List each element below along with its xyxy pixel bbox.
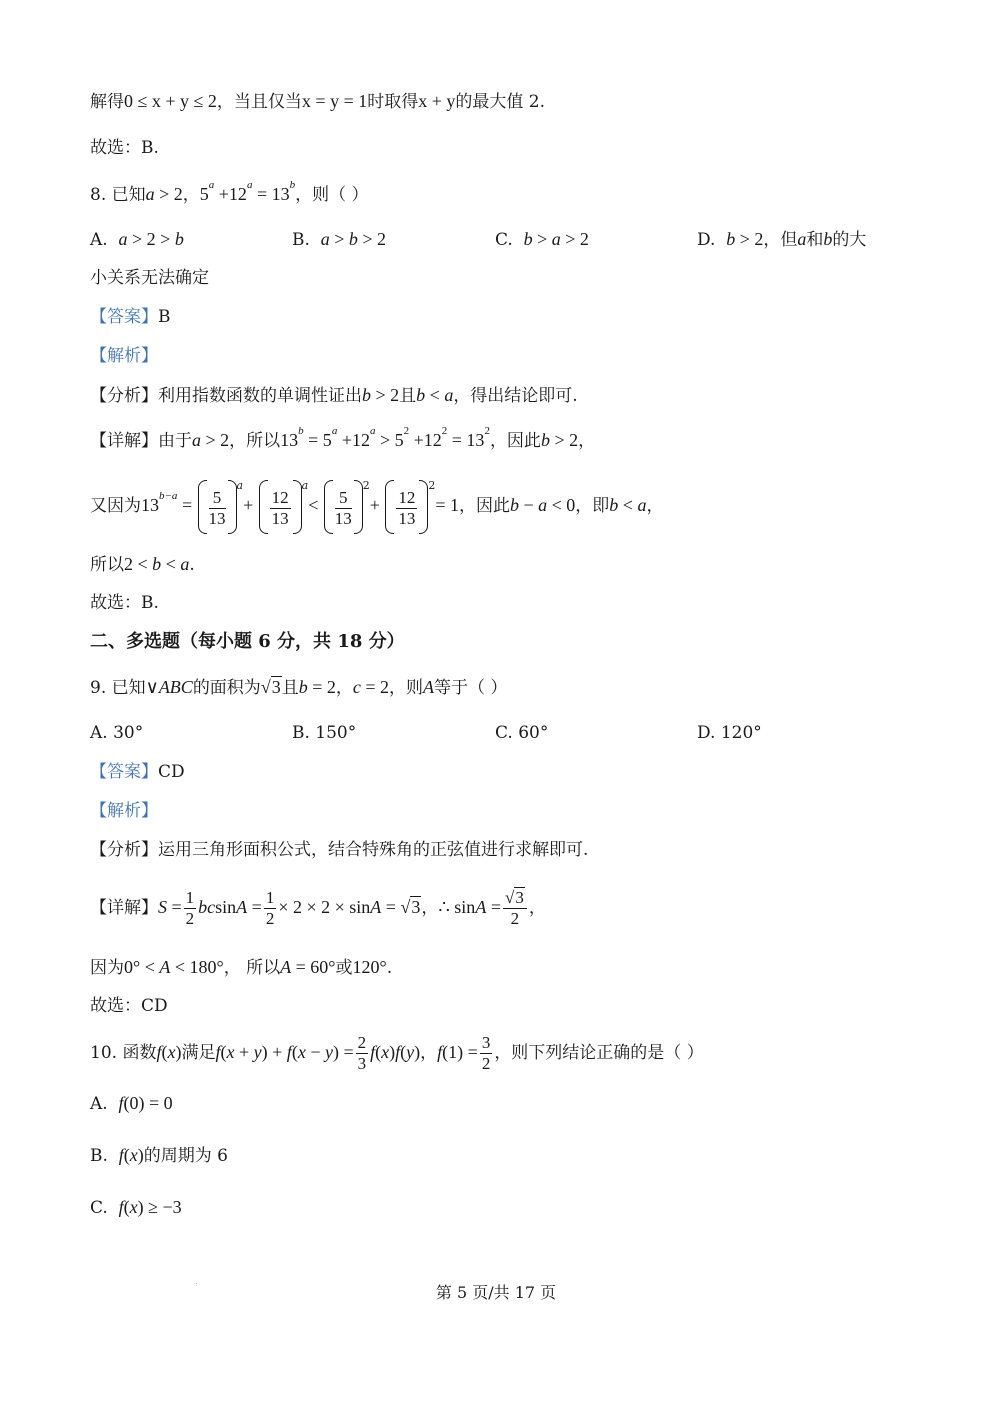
fenxi-tag: 【分析】 bbox=[90, 840, 158, 860]
q8-xiangjie: 【详解】由于a > 2，所以$13^b = 5^a +12^a > 5^2 +12^2 = 13^2$，因此b > 2， bbox=[90, 425, 596, 451]
text: ， bbox=[420, 1043, 438, 1063]
text: . bbox=[386, 958, 393, 978]
label: A. bbox=[90, 1094, 108, 1114]
text: ，则 bbox=[389, 678, 424, 698]
fenxi-tag: 【分析】 bbox=[90, 386, 158, 406]
text: 8. 已知 bbox=[90, 185, 146, 205]
answer-tag: 【答案】 bbox=[90, 762, 158, 782]
text: 利用指数函数的单调性证出 bbox=[158, 386, 362, 406]
math: 0 ≤ x + y ≤ 2 bbox=[124, 91, 217, 111]
q9-guxuan: 故选：CD bbox=[90, 996, 168, 1016]
q9-xiangjie: 【详解】S = $\frac{1}{2}$ bcsinA = $\frac{1}{2}$ × 2 × 2 × sinA = √3，∴ sinA = $\frac{√3}{2}$ ， bbox=[90, 888, 546, 928]
text: 或 bbox=[335, 958, 353, 978]
text: 和 bbox=[806, 230, 824, 250]
section-heading: 二、多选题（每小题 6 分，共 18 分） bbox=[90, 631, 405, 652]
paren: $\frac{12}{13}$ bbox=[385, 480, 428, 534]
paren: $\frac{5}{13}$ bbox=[324, 480, 363, 534]
question-8: 8. 已知a > 2，$5^a +12^a = 13^b$，则（ ） bbox=[90, 179, 369, 205]
label: D. bbox=[697, 230, 716, 250]
q8-option-c: C. b > a > 2 bbox=[495, 229, 589, 250]
text: ，则下列结论正确的是（ ） bbox=[494, 1043, 704, 1063]
q9-jiexi bbox=[90, 799, 158, 823]
text: 的大 bbox=[832, 230, 867, 250]
text: ，因此 bbox=[458, 496, 510, 516]
text: 所以 bbox=[90, 555, 124, 575]
label: B. bbox=[292, 230, 310, 250]
math: x + y bbox=[418, 91, 456, 111]
text: ， bbox=[335, 678, 353, 698]
text: ， bbox=[528, 898, 546, 918]
text: ，即 bbox=[575, 496, 610, 516]
text: 时取得 bbox=[367, 92, 419, 112]
q10-option-c: C. f(x) ≥ −3 bbox=[90, 1197, 182, 1218]
q8-suoyi: 所以2 < b < a. bbox=[90, 554, 195, 575]
q9-option-b: B. 150° bbox=[292, 723, 357, 743]
question-10: 10. 函数f(x)满足f(x + y) + f(x − y) = $\frac{2}{3}$ f(x)f(y)，f(1) = $\frac{3}{2}$ ，则下列结论正确的是（ ） bbox=[90, 1033, 704, 1073]
text: 由于 bbox=[158, 431, 192, 451]
text: 又因为 bbox=[90, 496, 141, 516]
q8-fenxi: 【分析】利用指数函数的单调性证出b > 2且b < a，得出结论即可. bbox=[90, 385, 578, 406]
answer-value: B bbox=[158, 307, 171, 327]
q8-guxuan: 故选：B. bbox=[90, 593, 159, 613]
detail-tag: 【详解】 bbox=[90, 898, 158, 918]
text: 运用三角形面积公式，结合特殊角的正弦值进行求解即可. bbox=[158, 840, 589, 860]
paren: $\frac{5}{13}$ bbox=[198, 480, 237, 534]
text: 9. 已知 bbox=[90, 678, 146, 698]
analysis-tag: 【解析】 bbox=[90, 801, 158, 821]
question-9: 9. 已知∨ABC的面积为√3且b = 2，c = 2，则A等于（ ） bbox=[90, 677, 508, 698]
q9-option-a: A. 30° bbox=[90, 723, 144, 743]
detail-tag: 【详解】 bbox=[90, 431, 158, 451]
text: ，所以 bbox=[229, 431, 281, 451]
text: 且 bbox=[281, 678, 299, 698]
q9-option-c: C. 60° bbox=[495, 723, 549, 743]
text: ，但 bbox=[763, 230, 798, 250]
text: ，因此 bbox=[489, 431, 541, 451]
text: 的周期为 6 bbox=[143, 1146, 228, 1166]
q9-yinwei: 因为0° < A < 180°， 所以A = 60°或120°. bbox=[90, 957, 393, 978]
q8-youyin: 又因为$13^{b-a}$ = $\frac{5}{13}$ $^a$+ $\frac{12}{13}$ $^a$< $\frac{5}{13}$ $^2$+ $\frac{12}{13}$ $^2$= 1，因此b − a < 0，即b < a， bbox=[90, 478, 663, 534]
math: x = y = 1 bbox=[301, 91, 368, 111]
text: ， bbox=[646, 496, 664, 516]
text: ，当且仅当 bbox=[216, 92, 302, 112]
q10-option-a: A. f(0) = 0 bbox=[90, 1093, 173, 1114]
text: 等于（ ） bbox=[434, 678, 508, 698]
text: 满足 bbox=[181, 1043, 216, 1063]
page-footer: 第 5 页/共 17 页 bbox=[435, 1283, 557, 1302]
choice-line: 故选：B. bbox=[90, 138, 159, 158]
q9-answer bbox=[90, 760, 185, 784]
q9-fenxi bbox=[90, 838, 588, 862]
text: ， bbox=[578, 431, 596, 451]
text: ，得出结论即可. bbox=[453, 386, 578, 406]
label: C. bbox=[90, 1198, 108, 1218]
text: 解得 bbox=[90, 92, 124, 112]
q9-option-d: D. 120° bbox=[697, 723, 762, 743]
q8-answer bbox=[90, 305, 171, 329]
text: . bbox=[189, 555, 195, 575]
q10-option-b: B. f(x)的周期为 6 bbox=[90, 1145, 228, 1166]
answer-value: CD bbox=[158, 762, 185, 782]
q8-option-b: B. a > b > 2 bbox=[292, 229, 387, 250]
q8-option-d: D. b > 2，但a和b的大 bbox=[697, 229, 867, 250]
solution-line-1 bbox=[90, 89, 545, 114]
q8-option-d-cont: 小关系无法确定 bbox=[90, 268, 209, 288]
label: B. bbox=[90, 1146, 108, 1166]
text: 的最大值 2. bbox=[455, 92, 546, 112]
label: C. bbox=[495, 230, 513, 250]
text: 的面积为 bbox=[192, 678, 261, 698]
answer-tag: 【答案】 bbox=[90, 307, 158, 327]
paren: $\frac{12}{13}$ bbox=[259, 480, 302, 534]
analysis-tag: 【解析】 bbox=[90, 346, 158, 366]
text: ，则（ ） bbox=[295, 185, 369, 205]
text: 因为 bbox=[90, 958, 124, 978]
q8-option-a: A. a > 2 > b bbox=[90, 229, 184, 250]
q8-jiexi bbox=[90, 344, 158, 368]
text: 10. 函数 bbox=[90, 1043, 157, 1063]
label: A. bbox=[90, 230, 108, 250]
text: ， 所以 bbox=[223, 958, 281, 978]
text: 且 bbox=[399, 386, 417, 406]
